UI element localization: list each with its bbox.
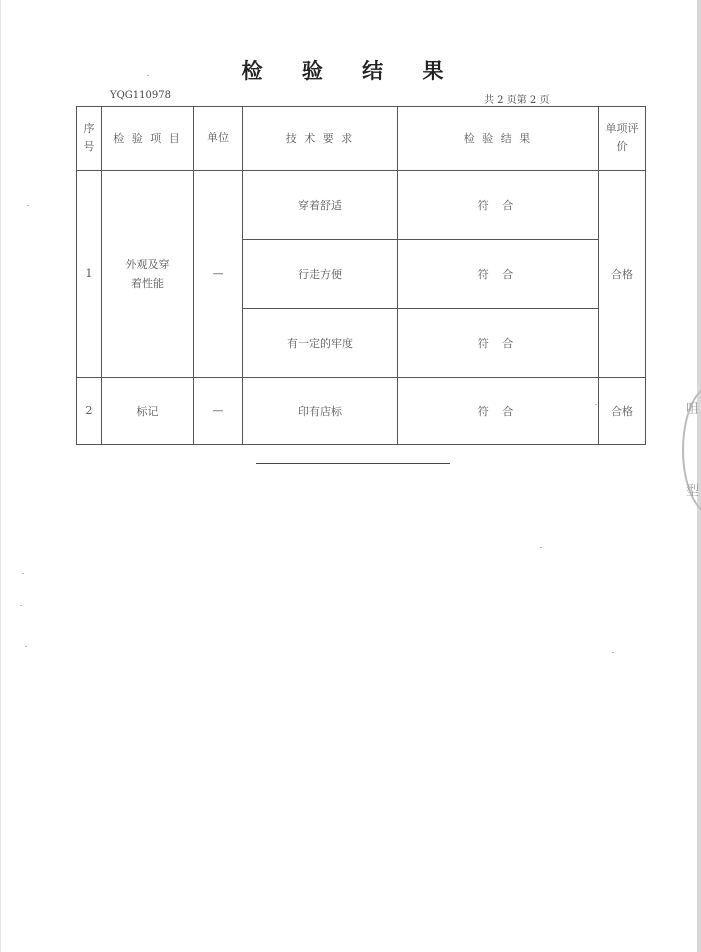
- header-item: 检 验 项 目: [102, 107, 194, 171]
- row-result: 符 合: [398, 239, 599, 308]
- row-evaluation: 合格: [599, 170, 646, 377]
- page-counter: 共 2 页第 2 页: [484, 95, 550, 106]
- row-requirement: 穿着舒适: [243, 170, 398, 239]
- seal-text: 咀: [686, 402, 700, 417]
- row-result: 符 合: [398, 308, 599, 377]
- header-unit: 单位: [194, 107, 243, 171]
- table-header-row: [77, 107, 646, 171]
- page-title: 检 验 结 果: [241, 59, 460, 83]
- scan-speck: [147, 75, 149, 76]
- header-evaluation: 单项评价: [599, 107, 646, 171]
- scan-speck: [25, 646, 27, 647]
- header-requirement: 技 术 要 求: [243, 107, 398, 171]
- row-requirement: 行走方便: [243, 239, 398, 308]
- scan-speck: [22, 573, 24, 574]
- scan-speck: [540, 547, 542, 548]
- row-evaluation: 合格: [599, 377, 646, 444]
- scan-speck: [612, 652, 614, 653]
- report-number: YQG110978: [110, 90, 171, 101]
- scan-speck: [20, 605, 22, 606]
- row-unit: —: [194, 377, 243, 444]
- header-result: 检 验 结 果: [398, 107, 599, 171]
- row-result: 符 合: [398, 377, 599, 444]
- header-seq: 序号: [77, 107, 102, 171]
- inspection-results-table: [76, 106, 646, 445]
- scan-speck: [595, 404, 597, 405]
- row-seq: 2: [77, 377, 102, 444]
- scan-edge-left: [0, 0, 1, 952]
- row-result: 符 合: [398, 170, 599, 239]
- end-of-table-rule: [256, 463, 450, 464]
- row-unit: —: [194, 170, 243, 377]
- table-row: [77, 170, 646, 239]
- row-requirement: 印有店标: [243, 377, 398, 444]
- seal-text: 型: [686, 484, 700, 499]
- table-row: [77, 377, 646, 444]
- row-requirement: 有一定的牢度: [243, 308, 398, 377]
- row-item: 标记: [102, 377, 194, 444]
- row-seq: 1: [77, 170, 102, 377]
- scan-speck: [27, 205, 29, 206]
- row-item: 外观及穿着性能: [102, 170, 194, 377]
